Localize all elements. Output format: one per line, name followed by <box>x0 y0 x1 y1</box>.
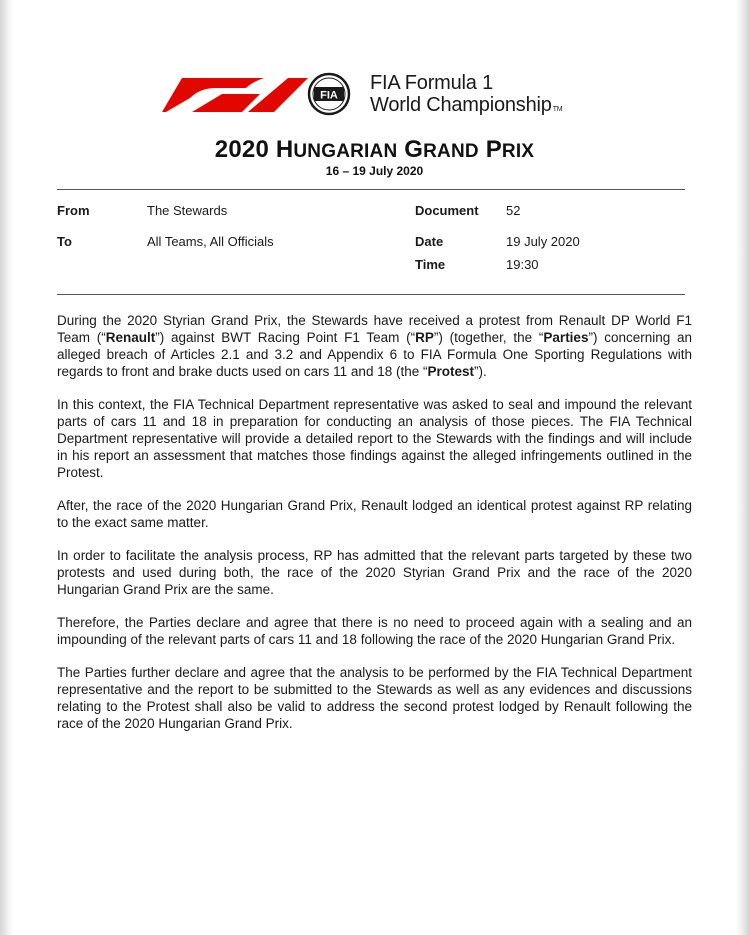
header-logo <box>152 56 598 132</box>
event-title-part-4: RAND <box>423 141 479 162</box>
trademark-mark: TM <box>552 106 563 113</box>
paragraph-6: The Parties further declare and agree that the analysis to be performed by the FIA Technical Department representative and the report to be submitted to the Stewards as well as any evidences and discussions relating to the Protest shall also be valid to address the second protest lodged by Renault following the race of the 2020 Hungarian Grand Prix. <box>57 665 692 731</box>
document-body <box>57 312 692 748</box>
event-title-part-5: P <box>478 136 502 163</box>
event-title-part-3: G <box>397 136 424 163</box>
paragraph-3: After, the race of the 2020 Hungarian Grand Prix, Renault lodged an identical protest against RP relating to the exact same matter. <box>57 498 692 530</box>
document-label: Document <box>415 203 479 218</box>
to-label: To <box>57 234 72 249</box>
event-title-part-2: UNGARIAN <box>293 141 398 162</box>
event-dates: 16 – 19 July 2020 <box>325 164 424 178</box>
fia-wordmark-line2 <box>370 94 562 121</box>
p1-bold-parties: Parties <box>543 330 589 345</box>
date-label: Date <box>415 234 444 249</box>
event-title-part-6: RIX <box>501 141 535 162</box>
paragraph-2: In this context, the FIA Technical Department representative was asked to seal and impound the relevant parts of cars 11 and 18 in preparation for conducting an analysis of those pieces. The FIA Technical Department representative will provide a detailed report to the Stewards with the findings and will include in his report an assessment that matches those findings against the alleged infringements outlined in the Protest. <box>57 397 692 480</box>
paragraph-4: In order to facilitate the analysis process, RP has admitted that the relevant parts targeted by these two protests and used during both, the race of the 2020 Styrian Grand Prix and the race of the 2020 Hungarian Grand Prix are the same. <box>57 548 692 597</box>
p1-text-3: ”) (together, the “ <box>433 330 544 345</box>
paragraph-5: Therefore, the Parties declare and agree that there is no need to proceed again with a sealing and an impounding of the relevant parts of cars 11 and 18 following the race of the 2020 Hungarian Grand Prix. <box>57 615 692 647</box>
document-value: 52 <box>506 203 521 218</box>
time-value: 19:30 <box>506 257 539 272</box>
p1-bold-renault: Renault <box>105 330 156 345</box>
from-label: From <box>57 203 90 218</box>
time-label: Time <box>415 257 446 272</box>
date-value: 19 July 2020 <box>506 234 580 249</box>
to-value: All Teams, All Officials <box>147 234 274 249</box>
paragraph-1 <box>57 312 692 380</box>
p1-bold-protest: Protest <box>427 364 474 379</box>
p1-text-5: ”). <box>474 364 487 379</box>
fia-wordmark-line2-text: World Championship <box>370 94 552 116</box>
fia-wordmark-line1: FIA Formula 1 <box>370 72 493 94</box>
p1-text-1: During the 2020 Styrian Grand Prix, the Stewards have received a protest from Renault DP World F1 Team (“ <box>57 313 692 345</box>
svg-text:FIA: FIA <box>320 89 338 102</box>
event-title <box>0 136 749 164</box>
header-divider <box>57 189 685 190</box>
f1-logo-icon <box>162 78 308 112</box>
p1-bold-rp: RP <box>415 330 434 345</box>
from-value: The Stewards <box>147 203 228 218</box>
p1-text-4: ”) concerning an alleged breach of Articles 2.1 and 3.2 and Appendix 6 to FIA Formula One Sporting Regulations with regards to front and brake ducts used on cars 11 and 18 (the “ <box>57 330 693 379</box>
meta-divider <box>57 294 685 295</box>
event-title-part-1: 2020 H <box>214 136 294 163</box>
p1-text-2: ”) against BWT Racing Point F1 Team (“ <box>155 330 416 345</box>
fia-badge-icon <box>309 74 349 114</box>
fia-wordmark <box>370 72 562 121</box>
